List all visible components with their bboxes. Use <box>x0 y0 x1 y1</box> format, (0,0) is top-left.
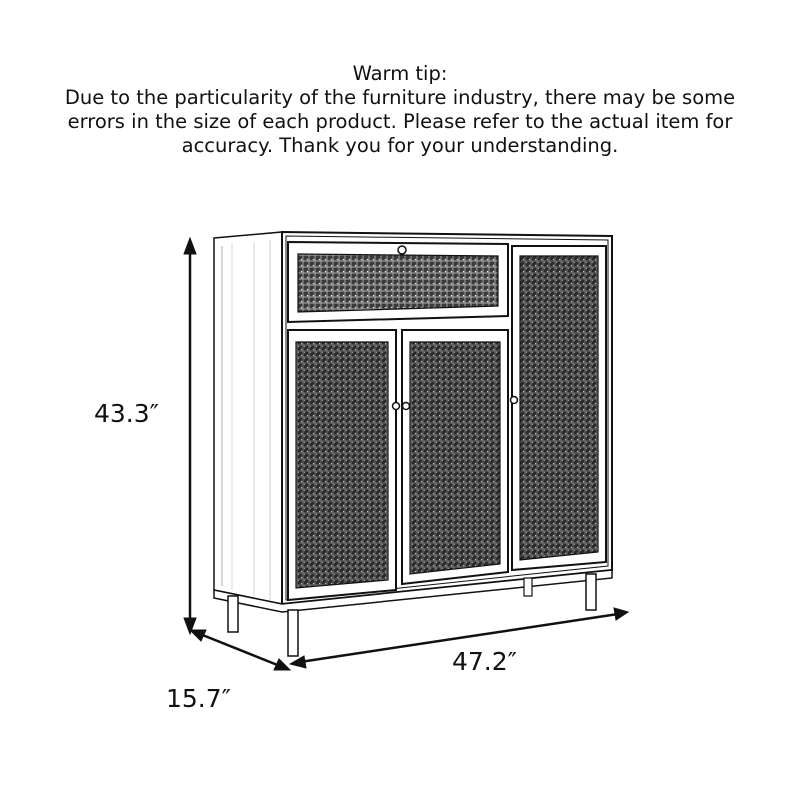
drawer-handle-icon <box>398 246 406 254</box>
warm-tip-title: Warm tip: <box>352 62 448 85</box>
depth-dimension-label: 15.7″ <box>166 684 232 713</box>
depth-dimension-arrow <box>190 630 290 670</box>
warm-tip-line-1: Due to the particularity of the furniture industry, there may be some <box>64 86 736 109</box>
drawer-rattan-panel <box>298 254 498 312</box>
warm-tip-line-2: errors in the size of each product. Please refer to the actual item for <box>67 110 733 133</box>
warm-tip-line-3: accuracy. Thank you for your understanding. <box>181 134 619 157</box>
cabinet-illustration <box>214 232 612 656</box>
cabinet-leg <box>228 596 238 632</box>
cabinet-side-panel <box>214 232 282 604</box>
cabinet-leg <box>288 610 298 656</box>
cabinet-leg <box>586 574 596 610</box>
height-dimension-arrow <box>184 238 196 634</box>
height-dimension-label: 43.3″ <box>94 399 160 428</box>
cabinet-leg <box>524 578 532 596</box>
width-dimension-label: 47.2″ <box>452 647 518 676</box>
